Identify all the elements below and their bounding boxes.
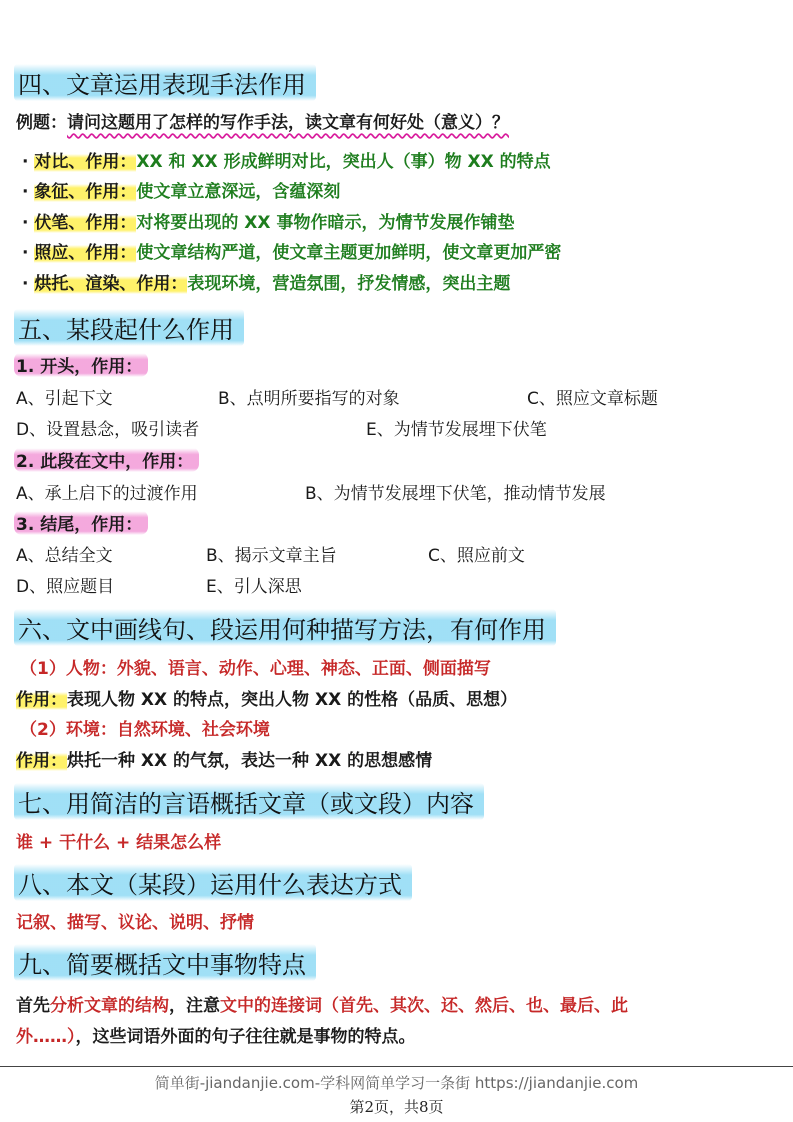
technique-label: 对比、作用： [34, 152, 137, 172]
group-middle-label: 2. 此段在文中，作用： [14, 447, 199, 472]
footer-source: 简单街-jiandanjie.com-学科网简单学习一条街 https://jiandanjie.com [154, 1074, 639, 1092]
option-text: A、引起下文 [16, 389, 113, 409]
group-opening-label: 1. 开头，作用： [14, 352, 148, 377]
effect-line-1 [16, 685, 517, 710]
option-text: C、照应文章标题 [527, 389, 658, 409]
description-environment: （2）环境：自然环境、社会环境 [20, 720, 270, 740]
technique-text: 使文章立意深远，含蕴深刻 [136, 182, 341, 202]
option-text: E、为情节发展埋下伏笔 [366, 420, 547, 440]
effect-line-2 [16, 746, 432, 771]
technique-item-contrast: · 对比、作用：XX 和 XX 形成鲜明对比，突出人（事）物 XX 的特点 [22, 152, 551, 172]
features-line-2: 外……），这些词语外面的句子往往就是事物的特点。 [16, 1027, 416, 1047]
page-number: 第2页，共8页 [349, 1098, 444, 1116]
section-7-title: 七、用简洁的言语概括文章（或文段）内容 [14, 783, 484, 820]
section-6-title: 六、文中画线句、段运用何种描写方法，有何作用 [14, 609, 556, 646]
technique-text: 表现环境，营造氛围，抒发情感，突出主题 [187, 274, 511, 294]
technique-item-setoff: · 烘托、渲染、作用：表现环境，营造氛围，抒发情感，突出主题 [22, 274, 511, 294]
technique-item-echo: · 照应、作用：使文章结构严道，使文章主题更加鲜明，使文章更加严密 [22, 243, 562, 263]
example-line [16, 108, 509, 133]
effect-label: 作用： [16, 751, 67, 771]
example-label: 例题： [16, 113, 67, 133]
section-4-title: 四、文章运用表现手法作用 [14, 64, 316, 101]
technique-item-foreshadow: · 伏笔、作用：对将要出现的 XX 事物作暗示，为情节发展作铺垫 [22, 213, 515, 233]
effect-text: 烘托一种 XX 的气氛，表达一种 XX 的思想感情 [67, 751, 433, 771]
technique-label: 烘托、渲染、作用： [34, 274, 188, 294]
expression-modes: 记叙、描写、议论、说明、抒情 [16, 913, 254, 933]
option-text: E、引人深思 [206, 577, 302, 597]
description-people: （1）人物：外貌、语言、动作、心理、神态、正面、侧面描写 [20, 659, 491, 679]
option-text: B、点明所要指写的对象 [218, 389, 400, 409]
technique-label: 伏笔、作用： [34, 213, 137, 233]
option-text: D、设置悬念，吸引读者 [16, 420, 200, 440]
technique-label: 照应、作用： [34, 243, 137, 263]
summary-formula: 谁 + 干什么 + 结果怎么样 [16, 833, 222, 853]
section-9-title: 九、简要概括文中事物特点 [14, 944, 316, 981]
technique-text: 使文章结构严道，使文章主题更加鲜明，使文章更加严密 [136, 243, 562, 263]
option-text: A、承上启下的过渡作用 [16, 484, 198, 504]
technique-text: 对将要出现的 XX 事物作暗示，为情节发展作铺垫 [136, 213, 515, 233]
group-ending-label: 3. 结尾，作用： [14, 510, 148, 535]
option-text: D、照应题目 [16, 577, 115, 597]
effect-text: 表现人物 XX 的特点，突出人物 XX 的性格（品质、思想） [67, 690, 518, 710]
option-text: A、总结全文 [16, 546, 113, 566]
features-line-1: 首先分析文章的结构，注意文中的连接词（首先、其次、还、然后、也、最后、此 [16, 996, 628, 1016]
option-text: B、为情节发展埋下伏笔，推动情节发展 [305, 484, 606, 504]
section-5-title: 五、某段起什么作用 [14, 309, 244, 346]
option-text: B、揭示文章主旨 [206, 546, 337, 566]
example-question: 请问这题用了怎样的写作手法，读文章有何好处（意义）？ [67, 113, 509, 133]
option-text: C、照应前文 [428, 546, 525, 566]
section-8-title: 八、本文（某段）运用什么表达方式 [14, 864, 412, 901]
technique-label: 象征、作用： [34, 182, 137, 202]
footer-divider [0, 1066, 793, 1067]
effect-label: 作用： [16, 690, 67, 710]
technique-text: XX 和 XX 形成鲜明对比，突出人（事）物 XX 的特点 [136, 152, 551, 172]
technique-item-symbol: · 象征、作用：使文章立意深远，含蕴深刻 [22, 182, 341, 202]
